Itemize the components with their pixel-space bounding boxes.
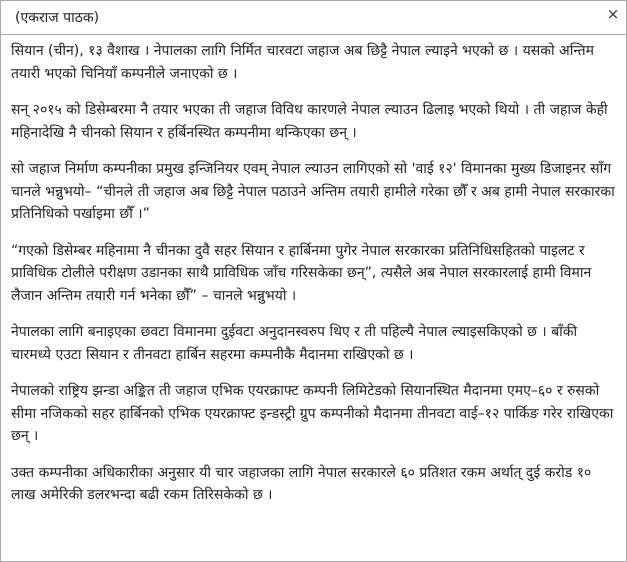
article-body xyxy=(11,40,615,521)
header-divider xyxy=(1,34,626,35)
paragraph: नेपालका लागि बनाइएका छवटा विमानमा दुईवटा अनुदानस्वरुप थिए र ती पहिल्यै नेपाल ल्याइसकिएको छ । बाँकी चारमध्ये एउटा सियान र तीनवटा हार्बिन सहरमा कम्पनीकै मैदानमा राखिएको छ । xyxy=(11,324,578,363)
paragraph: “गएको डिसेम्बर महिनामा नै चीनका दुवै सहर सियान र हार्बिनमा पुगेर नेपाल सरकारका प्रतिनिधिसहितकाे पाइलट र प्राविधिक टोलीले परीक्षण उडानका साथै प्राविधिक जाँच गरिसकेका छन्”, त्यसैले अब नेपाल सरकारलाई हामी विमान लैजान अन्तिम तयारी गर्न भनेका छौँ” – चानले भन्नुभयो । xyxy=(11,242,592,304)
paragraph: उक्त कम्पनीका अधिकारीका अनुसार यी चार जहाजका लागि नेपाल सरकारले ६० प्रतिशत रकम अर्थात् दुई करोड १० लाख अमेरिकी डलरभन्दा बढी रकम तिरिसकेको छ । xyxy=(11,464,592,503)
paragraph: सो जहाज निर्माण कम्पनीका प्रमुख इन्जिनियर एवम् नेपाल ल्याउन लागिएको सो 'वाई १२' विमानका मुख्य डिजाइनर साँग चानले भन्नुभयो– “चीनले ती जहाज अब छिट्टै नेपाल पठाउने अन्तिम तयारी हामीले गरेका छौँ र अब हामी नेपाल सरकारका प्रतिनिधिको पर्खाइमा छौँ ।” xyxy=(11,161,615,222)
close-icon[interactable]: × xyxy=(606,5,620,23)
paragraph: नेपालको राष्ट्रिय झन्डा अङ्कित ती जहाज एभिक एयरक्राफ्ट कम्पनी लिमिटेडको सियानस्थित मैदानमा एमए–६० र रुसको सीमा नजिकको सहर हार्बिनको एभिक एयरक्राफ्ट इन्डस्ट्री ग्रुप कम्पनीको मैदानमा तीनवटा वाई–१२ पार्किङ गरेर राखिएका छन् । xyxy=(11,383,614,444)
paragraph: सियान (चीन), १३ वैशाख । नेपालका लागि निर्मित चारवटा जहाज अब छिट्टै नेपाल ल्याइने भएको छ । यसको अन्तिम तयारी भएको चिनियाँ कम्पनीले जनाएको छ । xyxy=(11,43,595,82)
paragraph: सन् २०१५ को डिसेम्बरमा नै तयार भएका ती जहाज विविध कारणले नेपाल ल्याउन ढिलाइ भएको थियो । ती जहाज केही महिनादेखि नै चीनको सियान र हर्बिनस्थित कम्पनीमा थन्किएका छन् । xyxy=(11,102,608,141)
author-byline: (एकराज पाठक) xyxy=(15,10,100,26)
